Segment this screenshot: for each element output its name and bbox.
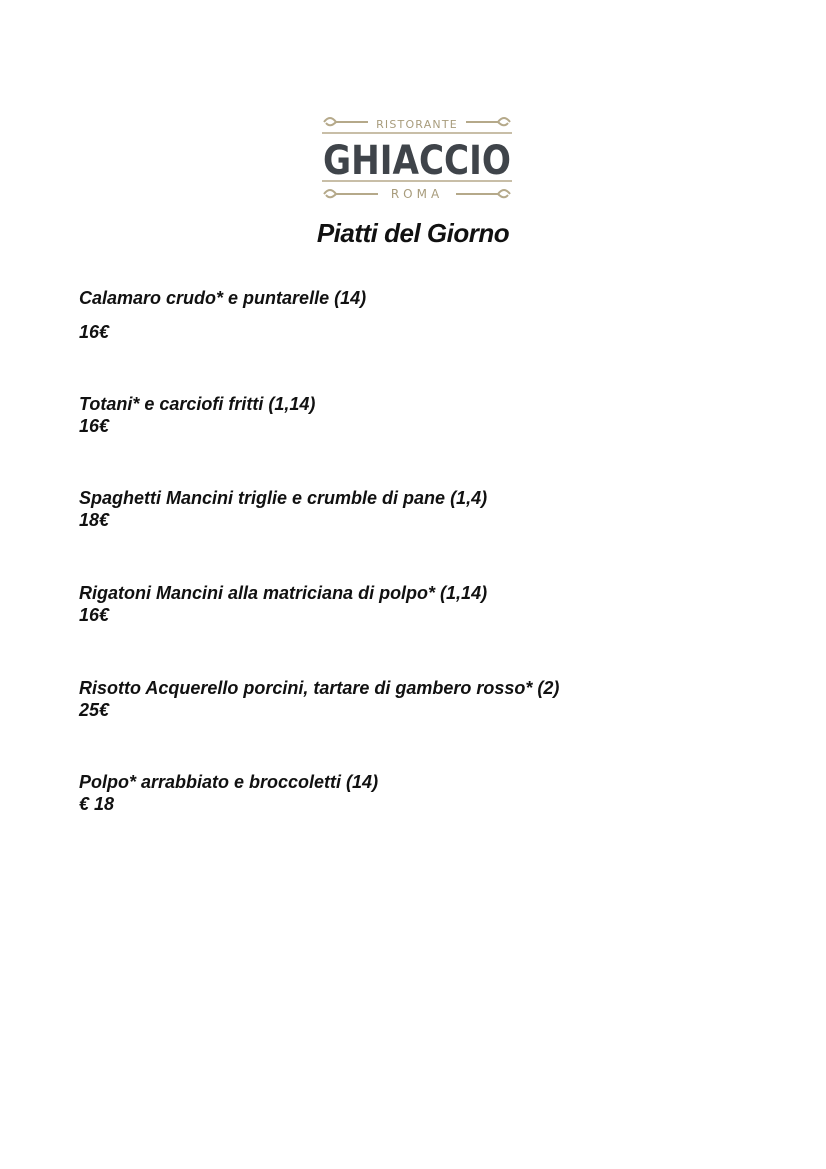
menu-item-name: Risotto Acquerello porcini, tartare di gambero rosso* (2) xyxy=(79,678,560,698)
menu-item-name: Rigatoni Mancini alla matriciana di polpo* (1,14) xyxy=(79,583,488,603)
logo-top-text: RISTORANTE xyxy=(376,118,458,131)
menu-item xyxy=(79,487,779,531)
menu-item-name: Spaghetti Mancini triglie e crumble di pane (1,4) xyxy=(79,488,488,508)
menu-item-name: Polpo* arrabbiato e broccoletti (14) xyxy=(79,772,379,792)
logo-bottom-text: ROMA xyxy=(390,187,444,201)
menu-item xyxy=(79,393,779,437)
logo-graphic xyxy=(320,112,514,204)
logo-main-text: GHIACCIO xyxy=(323,138,511,184)
menu-item xyxy=(79,582,779,626)
menu-item xyxy=(79,677,779,721)
menu-item-price: 16€ xyxy=(79,322,110,342)
page-title: Piatti del Giorno xyxy=(316,218,510,248)
menu-item-name: Calamaro crudo* e puntarelle (14) xyxy=(79,288,367,308)
menu-item-name: Totani* e carciofi fritti (1,14) xyxy=(79,394,316,414)
menu-item xyxy=(79,287,779,343)
menu-item-price: 18€ xyxy=(79,510,110,530)
menu-item-price: 16€ xyxy=(79,416,110,436)
menu-item xyxy=(79,771,779,815)
menu-item-price: € 18 xyxy=(79,794,115,814)
menu-item-price: 25€ xyxy=(79,700,110,720)
restaurant-logo xyxy=(320,112,514,204)
menu-item-price: 16€ xyxy=(79,605,110,625)
